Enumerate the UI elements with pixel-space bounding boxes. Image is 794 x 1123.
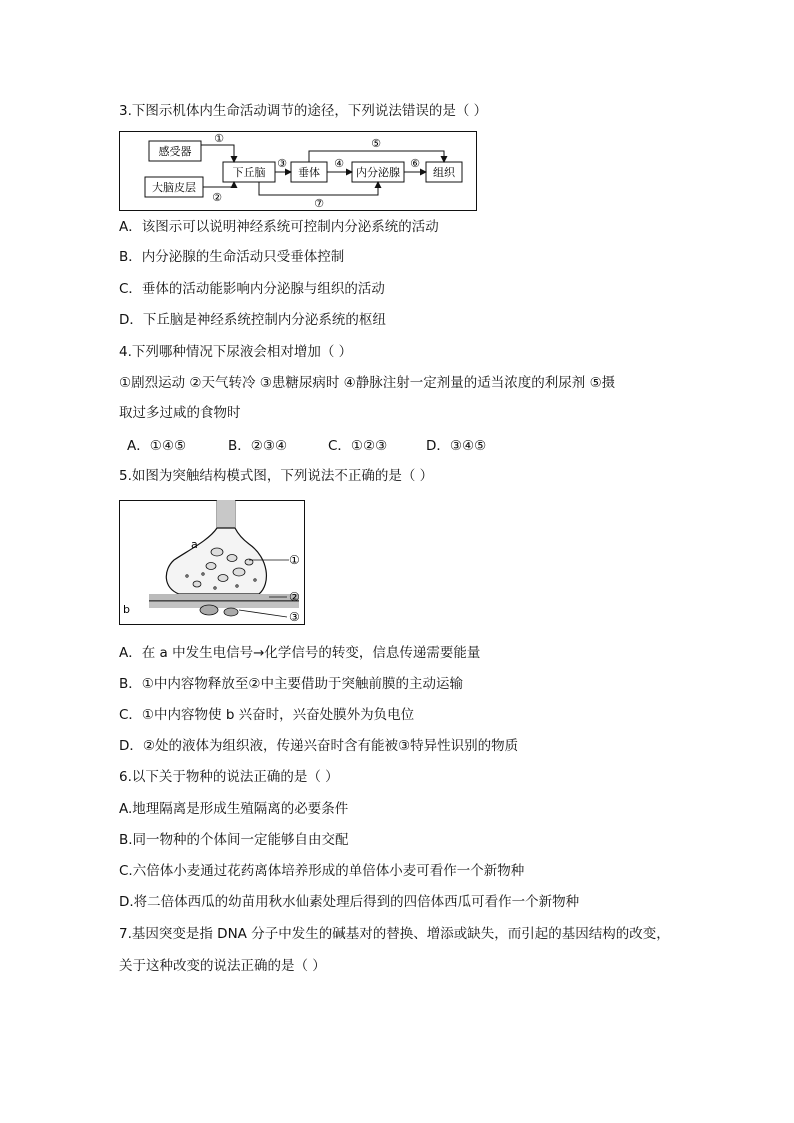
- q6-option-a: A.地理隔离是形成生殖隔离的必要条件: [119, 801, 349, 817]
- arrow-2: [203, 182, 234, 204]
- q6-option-c: C.六倍体小麦通过花药离体培养形成的单倍体小麦可看作一个新物种: [119, 863, 525, 879]
- label-a: a: [191, 538, 198, 551]
- box-gland: [352, 162, 404, 182]
- arrow-1: [201, 132, 234, 162]
- svg-text:组织: 组织: [433, 166, 455, 179]
- box-pituitary: [291, 162, 327, 182]
- q4-option-b: B．②③④: [228, 438, 288, 454]
- q5-option-d: D．②处的液体为组织液，传递兴奋时含有能被③特异性识别的物质: [119, 738, 519, 754]
- box-receptor: [149, 141, 201, 161]
- q5-option-b: B．①中内容物释放至②中主要借助于突触前膜的主动运输: [119, 676, 463, 692]
- q3-option-a: A．该图示可以说明神经系统可控制内分泌系统的活动: [119, 219, 439, 235]
- q4-option-a: A．①④⑤: [127, 438, 187, 454]
- q4-option-c: C．①②③: [328, 438, 388, 454]
- box-hypothalamus: [223, 162, 275, 182]
- q6-option-d: D.将二倍体西瓜的幼苗用秋水仙素处理后得到的四倍体西瓜可看作一个新物种: [119, 894, 580, 910]
- box-cortex: [145, 177, 203, 197]
- svg-text:⑥: ⑥: [410, 157, 420, 170]
- svg-text:大脑皮层: 大脑皮层: [152, 181, 196, 194]
- arrow-3: [275, 157, 291, 172]
- svg-text:感受器: 感受器: [158, 145, 192, 158]
- q5-option-c: C．①中内容物使 b 兴奋时，兴奋处膜外为负电位: [119, 707, 415, 723]
- synapse-figure: [119, 500, 305, 625]
- svg-text:⑦: ⑦: [314, 197, 324, 210]
- svg-text:②: ②: [212, 191, 222, 204]
- arrow-6: [404, 157, 426, 172]
- svg-text:③: ③: [277, 157, 287, 170]
- arrow-4: [327, 157, 352, 172]
- label-1: ①: [289, 553, 300, 567]
- q4-option-d: D．③④⑤: [426, 438, 487, 454]
- arrow-7: [259, 182, 378, 210]
- svg-text:下丘脑: 下丘脑: [232, 166, 266, 179]
- label-2: ②: [289, 590, 300, 604]
- label-3: ③: [289, 610, 300, 624]
- svg-text:内分泌腺: 内分泌腺: [356, 166, 400, 179]
- regulation-pathway-diagram: [119, 131, 477, 211]
- svg-text:⑤: ⑤: [371, 137, 381, 150]
- q4-stem: 4.下列哪种情况下尿液会相对增加（ ）: [119, 344, 353, 360]
- q4-items-line1: ①剧烈运动 ②天气转冷 ③患糖尿病时 ④静脉注射一定剂量的适当浓度的利尿剂 ⑤摄: [119, 375, 616, 391]
- arrow-5: [309, 137, 444, 162]
- label-b: b: [123, 603, 130, 616]
- q3-option-b: B．内分泌腺的生命活动只受垂体控制: [119, 249, 345, 265]
- svg-text:①: ①: [214, 132, 224, 145]
- q4-items-line2: 取过多过咸的食物时: [119, 405, 241, 421]
- svg-text:垂体: 垂体: [298, 166, 320, 179]
- q6-option-b: B.同一物种的个体间一定能够自由交配: [119, 832, 349, 848]
- q5-option-a: A．在 a 中发生电信号→化学信号的转变，信息传递需要能量: [119, 645, 481, 661]
- svg-text:④: ④: [334, 157, 344, 170]
- q5-stem: 5.如图为突触结构模式图，下列说法不正确的是（ ）: [119, 468, 434, 484]
- q7-stem-line1: 7.基因突变是指 DNA 分子中发生的碱基对的替换、增添或缺失，而引起的基因结构的改变，: [119, 926, 670, 942]
- q6-stem: 6.以下关于物种的说法正确的是（ ）: [119, 769, 339, 785]
- q3-option-d: D．下丘脑是神经系统控制内分泌系统的枢纽: [119, 312, 386, 328]
- box-tissue: [426, 162, 462, 182]
- q7-stem-line2: 关于这种改变的说法正确的是（ ）: [119, 958, 326, 974]
- q3-stem: 3.下图示机体内生命活动调节的途径，下列说法错误的是（ ）: [119, 103, 488, 119]
- q3-option-c: C．垂体的活动能影响内分泌腺与组织的活动: [119, 281, 385, 297]
